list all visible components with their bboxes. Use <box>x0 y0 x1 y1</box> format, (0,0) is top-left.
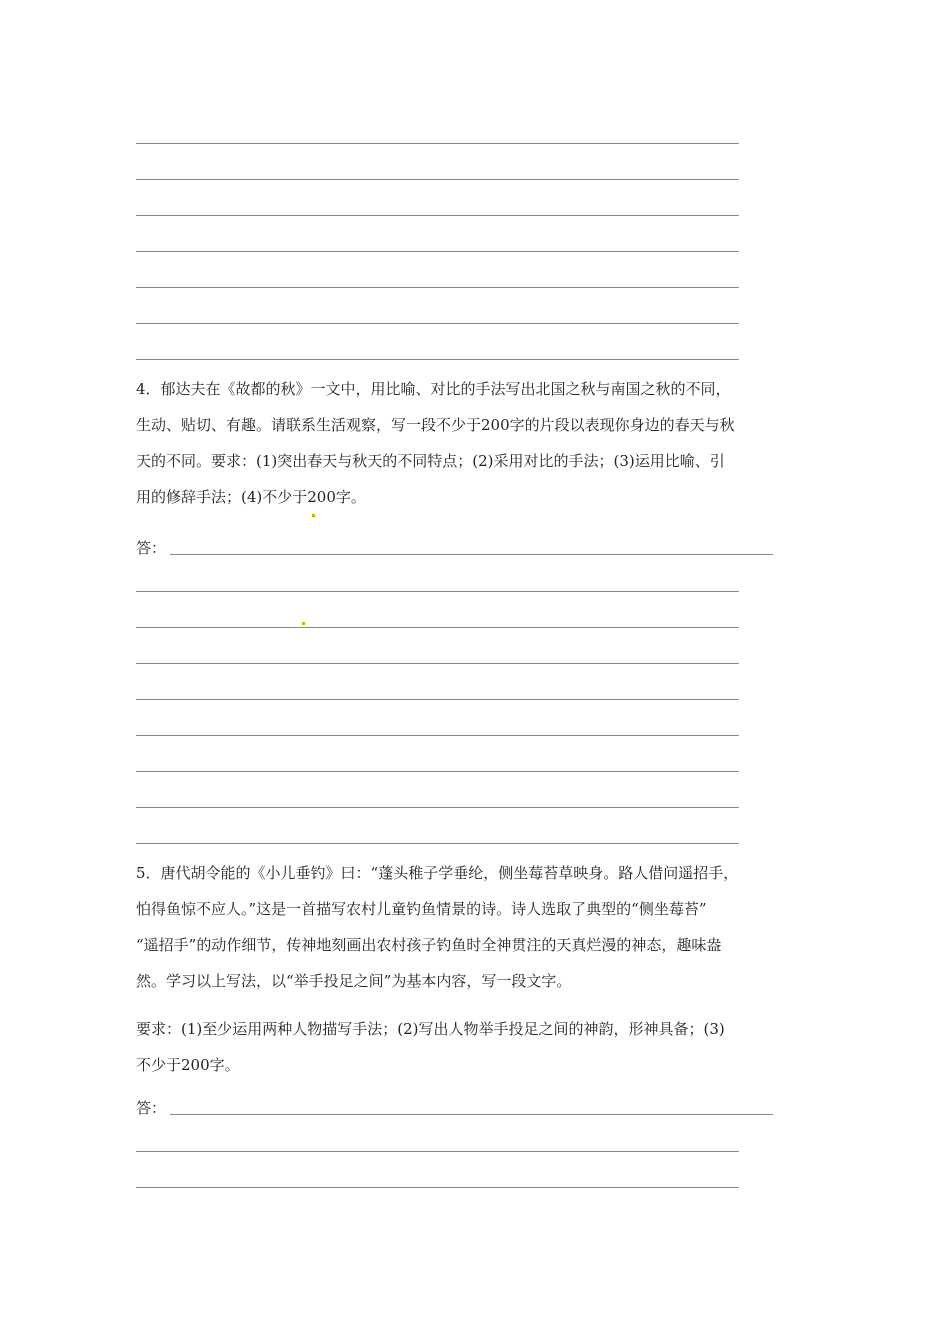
question-line: 怕得鱼惊不应人。”这是一首描写农村儿童钓鱼情景的诗。诗人选取了典型的“侧坐莓苔” <box>136 900 707 918</box>
answer-line[interactable] <box>136 699 739 700</box>
answer-line <box>136 179 739 180</box>
answer-line <box>136 215 739 216</box>
answer-line[interactable] <box>136 771 739 772</box>
answer-line[interactable] <box>136 735 739 736</box>
question-5-requirements <box>136 1011 826 1083</box>
requirement-line: 要求：(1)至少运用两种人物描写手法；(2)写出人物举手投足之间的神韵，形神具备；(3) <box>136 1020 725 1038</box>
answer-line <box>136 359 739 360</box>
answer-line[interactable] <box>170 1114 773 1115</box>
answer-line[interactable] <box>136 843 739 844</box>
answer-line <box>136 143 739 144</box>
question-line: 然。学习以上写法，以“举手投足之间”为基本内容，写一段文字。 <box>136 972 572 990</box>
question-5-text <box>136 855 826 999</box>
question-4-text <box>136 371 826 515</box>
question-line: 生动、贴切、有趣。请联系生活观察，写一段不少于200字的片段以表现你身边的春天与秋 <box>136 416 735 434</box>
answer-line <box>136 251 739 252</box>
stray-mark <box>312 514 315 517</box>
answer-line[interactable] <box>136 627 739 628</box>
answer-line <box>136 287 739 288</box>
question-line: 5．唐代胡令能的《小儿垂钓》曰：“蓬头稚子学垂纶，侧坐莓苔草映身。路人借问遥招手， <box>136 864 739 882</box>
answer-line[interactable] <box>136 807 739 808</box>
answer-line[interactable] <box>136 1187 739 1188</box>
stray-mark <box>302 622 305 625</box>
answer-line[interactable] <box>136 591 739 592</box>
question-line: 4．郁达夫在《故都的秋》一文中，用比喻、对比的手法写出北国之秋与南国之秋的不同， <box>136 380 731 398</box>
answer-line[interactable] <box>170 554 773 555</box>
requirement-line: 不少于200字。 <box>136 1056 240 1074</box>
question-line: 天的不同。要求：(1)突出春天与秋天的不同特点；(2)采用对比的手法；(3)运用比喻、引 <box>136 452 725 470</box>
answer-label: 答： <box>136 539 167 557</box>
answer-line[interactable] <box>136 1151 739 1152</box>
answer-label: 答： <box>136 1099 167 1117</box>
question-line: 用的修辞手法；(4)不少于200字。 <box>136 488 366 506</box>
question-line: “遥招手”的动作细节，传神地刻画出农村孩子钓鱼时全神贯注的天真烂漫的神态，趣味盎 <box>136 936 722 954</box>
answer-line[interactable] <box>136 663 739 664</box>
answer-line <box>136 323 739 324</box>
